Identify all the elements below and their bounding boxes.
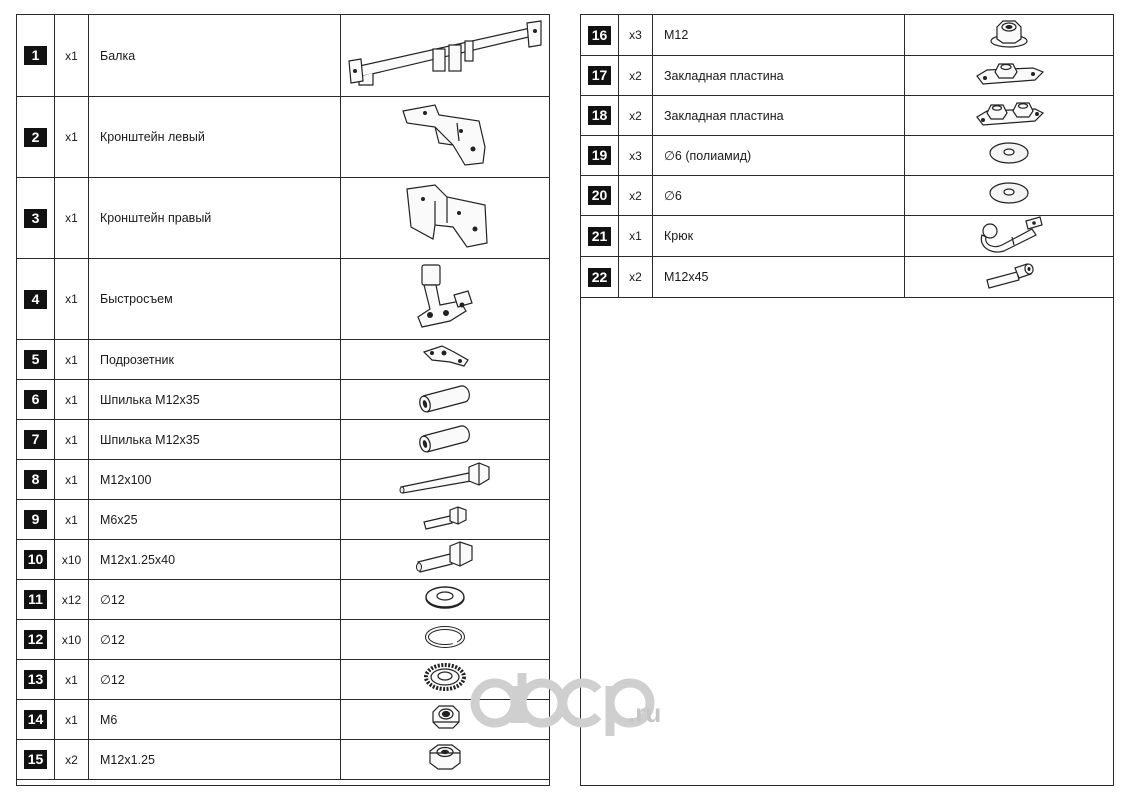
parts-row	[581, 56, 1113, 96]
parts-row	[17, 540, 549, 580]
flange-nut-icon	[987, 17, 1031, 54]
part-quantity: x1	[55, 660, 89, 699]
embed-plate-double-icon	[973, 97, 1045, 134]
part-quantity: x2	[619, 257, 653, 297]
quick-release-icon	[410, 261, 480, 338]
part-number-cell	[17, 500, 55, 539]
part-number-badge: 16	[588, 26, 611, 45]
part-name: М12	[653, 15, 905, 55]
part-image-cell	[341, 380, 549, 419]
part-name: Балка	[89, 15, 341, 96]
part-image-cell	[905, 136, 1113, 175]
part-number-cell	[581, 56, 619, 95]
spring-washer-icon	[423, 624, 467, 655]
parts-row	[17, 740, 549, 780]
part-image-cell	[341, 15, 549, 96]
part-number-badge: 22	[588, 268, 611, 287]
flat-washer-icon	[423, 584, 467, 615]
part-name: М12х1.25	[89, 740, 341, 779]
parts-row	[17, 97, 549, 178]
sleeve-bolt-icon	[981, 262, 1037, 293]
part-quantity: x10	[55, 540, 89, 579]
part-quantity: x1	[55, 178, 89, 258]
part-name: М12х1.25х40	[89, 540, 341, 579]
part-name: М6	[89, 700, 341, 739]
part-image-cell	[905, 257, 1113, 297]
parts-row	[581, 257, 1113, 298]
part-number-badge: 3	[24, 209, 47, 228]
part-number-cell	[17, 420, 55, 459]
parts-row	[17, 178, 549, 259]
part-name: Закладная пластина	[653, 56, 905, 95]
part-name: ∅12	[89, 620, 341, 659]
part-number-badge: 11	[24, 590, 47, 609]
part-number-cell	[17, 178, 55, 258]
part-quantity: x12	[55, 580, 89, 619]
part-number-cell	[581, 257, 619, 297]
part-quantity: x2	[619, 96, 653, 135]
part-name: Шпилька М12х35	[89, 380, 341, 419]
part-image-cell	[905, 216, 1113, 256]
beam-icon	[345, 15, 545, 96]
parts-row	[17, 380, 549, 420]
part-quantity: x1	[619, 216, 653, 256]
part-name: ∅12	[89, 660, 341, 699]
bolt-icon	[414, 540, 476, 579]
part-number-cell	[17, 740, 55, 779]
part-number-badge: 18	[588, 106, 611, 125]
part-quantity: x2	[619, 56, 653, 95]
part-image-cell	[341, 178, 549, 258]
part-name: Быстросъем	[89, 259, 341, 339]
parts-row	[17, 15, 549, 97]
part-number-badge: 4	[24, 290, 47, 309]
part-name: ∅6	[653, 176, 905, 215]
part-number-badge: 20	[588, 186, 611, 205]
small-bolt-icon	[420, 504, 470, 535]
part-quantity: x1	[55, 500, 89, 539]
part-number-cell	[17, 580, 55, 619]
serrated-washer-icon	[423, 662, 467, 697]
part-number-badge: 10	[24, 550, 47, 569]
part-number-cell	[17, 259, 55, 339]
part-name: Подрозетник	[89, 340, 341, 379]
part-image-cell	[341, 340, 549, 379]
part-quantity: x3	[619, 136, 653, 175]
parts-row	[17, 460, 549, 500]
parts-row	[581, 136, 1113, 176]
part-number-badge: 13	[24, 670, 47, 689]
parts-row	[581, 96, 1113, 136]
parts-row	[581, 176, 1113, 216]
part-number-cell	[581, 136, 619, 175]
part-image-cell	[341, 620, 549, 659]
part-quantity: x1	[55, 420, 89, 459]
socket-plate-icon	[420, 344, 470, 375]
part-quantity: x1	[55, 380, 89, 419]
left-bracket-icon	[395, 101, 495, 174]
part-number-cell	[17, 700, 55, 739]
polyamide-washer-icon	[987, 140, 1031, 171]
part-quantity: x1	[55, 700, 89, 739]
part-quantity: x1	[55, 460, 89, 499]
part-number-badge: 12	[24, 630, 47, 649]
part-image-cell	[341, 500, 549, 539]
part-name: Крюк	[653, 216, 905, 256]
part-number-badge: 8	[24, 470, 47, 489]
part-name: М12х100	[89, 460, 341, 499]
part-image-cell	[341, 540, 549, 579]
part-number-cell	[17, 97, 55, 177]
part-image-cell	[905, 96, 1113, 135]
parts-row	[17, 580, 549, 620]
part-quantity: x1	[55, 97, 89, 177]
part-image-cell	[341, 420, 549, 459]
part-number-badge: 2	[24, 128, 47, 147]
part-image-cell	[905, 56, 1113, 95]
part-name: Кронштейн левый	[89, 97, 341, 177]
part-quantity: x10	[55, 620, 89, 659]
part-image-cell	[341, 460, 549, 499]
parts-row	[17, 420, 549, 460]
parts-row	[17, 500, 549, 540]
part-number-cell	[581, 216, 619, 256]
part-quantity: x1	[55, 15, 89, 96]
part-number-cell	[17, 15, 55, 96]
stud-icon	[415, 422, 475, 457]
washer-icon	[987, 180, 1031, 211]
part-name: ∅12	[89, 580, 341, 619]
part-image-cell	[341, 580, 549, 619]
parts-row	[17, 259, 549, 340]
part-number-cell	[581, 96, 619, 135]
part-number-cell	[581, 15, 619, 55]
watermark-suffix: .ru	[628, 698, 662, 728]
part-number-badge: 9	[24, 510, 47, 529]
part-number-badge: 19	[588, 146, 611, 165]
part-number-badge: 21	[588, 227, 611, 246]
part-number-badge: 6	[24, 390, 47, 409]
part-quantity: x2	[55, 740, 89, 779]
parts-row	[581, 216, 1113, 257]
parts-row	[17, 340, 549, 380]
part-number-cell	[17, 340, 55, 379]
part-number-badge: 7	[24, 430, 47, 449]
part-quantity: x3	[619, 15, 653, 55]
part-number-badge: 5	[24, 350, 47, 369]
part-image-cell	[341, 740, 549, 779]
part-name: ∅6 (полиамид)	[653, 136, 905, 175]
part-number-badge: 17	[588, 66, 611, 85]
part-name: М12х45	[653, 257, 905, 297]
part-name: М6х25	[89, 500, 341, 539]
tow-hook-icon	[974, 215, 1044, 258]
part-image-cell	[905, 15, 1113, 55]
part-number-cell	[581, 176, 619, 215]
embed-plate-single-icon	[973, 58, 1045, 93]
part-image-cell	[905, 176, 1113, 215]
hex-nut-icon	[426, 741, 464, 778]
part-name: Шпилька М12х35	[89, 420, 341, 459]
part-quantity: x2	[619, 176, 653, 215]
part-image-cell	[341, 259, 549, 339]
part-number-cell	[17, 380, 55, 419]
part-number-badge: 15	[24, 750, 47, 769]
parts-row	[581, 15, 1113, 56]
part-name: Закладная пластина	[653, 96, 905, 135]
parts-row	[17, 620, 549, 660]
stud-icon	[415, 382, 475, 417]
part-image-cell	[341, 97, 549, 177]
part-number-cell	[17, 660, 55, 699]
lock-nut-icon	[427, 702, 463, 737]
part-number-badge: 1	[24, 46, 47, 65]
part-quantity: x1	[55, 340, 89, 379]
part-quantity: x1	[55, 259, 89, 339]
long-bolt-icon	[397, 459, 493, 500]
part-name: Кронштейн правый	[89, 178, 341, 258]
part-number-cell	[17, 620, 55, 659]
part-number-cell	[17, 540, 55, 579]
part-number-cell	[17, 460, 55, 499]
part-number-badge: 14	[24, 710, 47, 729]
right-bracket-icon	[395, 181, 495, 256]
